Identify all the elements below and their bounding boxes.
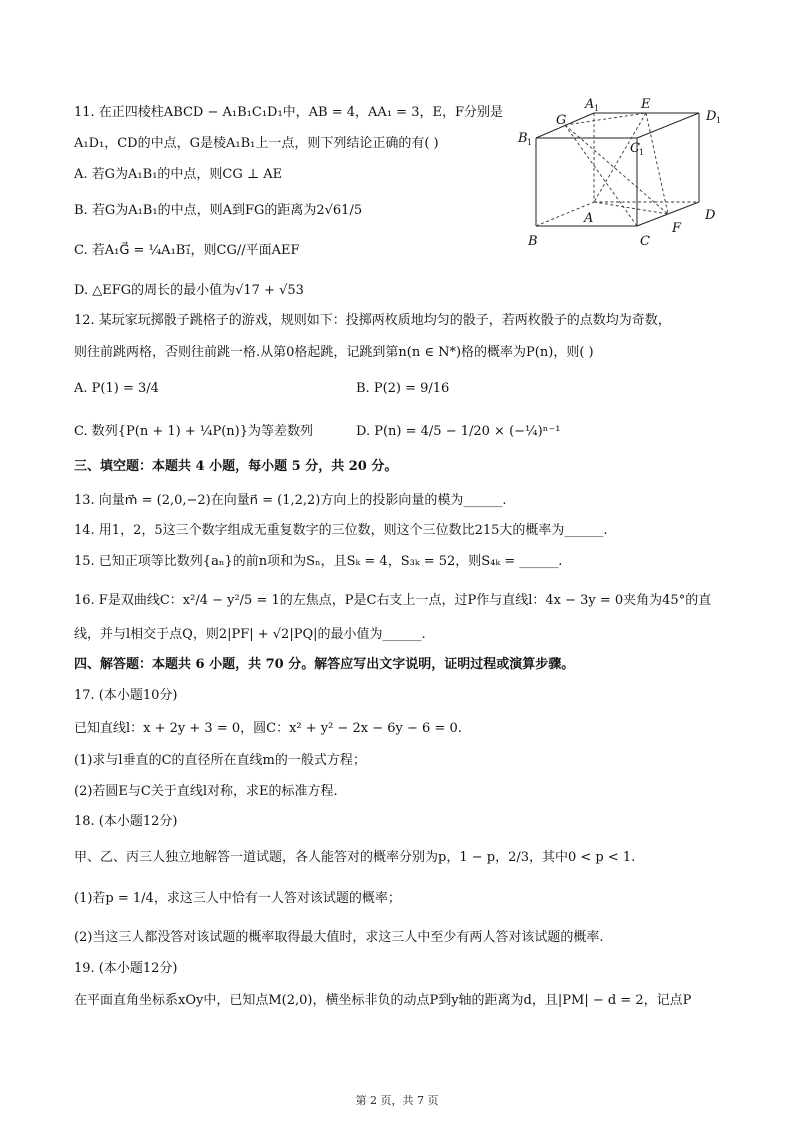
q16-line1: 16. F是双曲线C：x²/4 − y²/5 = 1的左焦点，P是C右支上一点，过P作与直线l：4x − 3y = 0夹角为45°的直: [74, 593, 712, 608]
label-a: A: [584, 211, 594, 226]
q11-option-b: B. 若G为A₁B₁的中点，则A到FG的距离为2√61/5: [74, 203, 363, 218]
q14: 14. 用1，2，5这三个数字组成无重复数字的三位数，则这个三位数比215大的概率为______.: [74, 523, 608, 538]
q17-line1: 已知直线l：x + 2y + 3 = 0，圆C：x² + y² − 2x − 6y − 6 = 0.: [74, 721, 462, 736]
q15: 15. 已知正项等比数列{aₙ}的前n项和为Sₙ，且Sₖ = 4，S₃ₖ = 52，则S₄ₖ = ______.: [74, 554, 563, 569]
q11-option-c: C. 若A₁G⃗ = ¼A₁B₁⃗，则CG//平面AEF: [74, 243, 300, 258]
label-c1-sub: 1: [639, 148, 645, 157]
q12-option-b: B. P(2) = 9/16: [356, 381, 450, 396]
q11-option-d: D. △EFG的周长的最小值为√17 + √53: [74, 283, 304, 298]
q11-stem-line2: A₁D₁，CD的中点，G是棱A₁B₁上一点，则下列结论正确的有( ): [74, 136, 439, 151]
label-a1: A: [585, 97, 595, 112]
q11-stem-line1: 11. 在正四棱柱ABCD − A₁B₁C₁D₁中，AB = 4，AA₁ = 3，E，F分别是: [74, 105, 503, 120]
q17-header: 17. (本小题10分): [74, 688, 178, 703]
q12-stem-line1: 12. 某玩家玩掷骰子跳格子的游戏，规则如下：投掷两枚质地均匀的骰子，若两枚骰子的点数均为奇数，: [74, 313, 671, 328]
prism-dashed-edges: [536, 113, 699, 226]
q16-line2: 线，并与l相交于点Q，则2|PF| + √2|PQ|的最小值为______.: [74, 627, 426, 642]
label-e: E: [641, 97, 651, 112]
q12-option-a: A. P(1) = 3/4: [74, 381, 159, 396]
label-a1-sub: 1: [594, 104, 600, 113]
q18-line3: (2)当这三人都没答对该试题的概率取得最大值时，求这三人中至少有两人答对该试题的概率.: [74, 930, 604, 945]
label-b1: B: [518, 131, 528, 146]
q17-line2: (1)求与l垂直的C的直径所在直线m的一般式方程；: [74, 753, 366, 768]
label-d: D: [705, 208, 716, 223]
page-footer: 第 2 页，共 7 页: [355, 1094, 439, 1107]
q12-stem-line2: 则往前跳两格，否则往前跳一格.从第0格起跳，记跳到第n(n ∈ N*)格的概率为P(n)，则( ): [74, 345, 594, 360]
label-d1-sub: 1: [716, 116, 722, 125]
q12-option-d: D. P(n) = 4/5 − 1/20 × (−¼)ⁿ⁻¹: [356, 424, 561, 439]
label-b1-sub: 1: [527, 138, 533, 147]
q18-header: 18. (本小题12分): [74, 814, 178, 829]
q12-option-c: C. 数列{P(n + 1) + ¼P(n)}为等差数列: [74, 424, 314, 439]
prism-solid-edges: [536, 113, 699, 226]
q19-line1: 在平面直角坐标系xOy中，已知点M(2,0)，横坐标非负的动点P到y轴的距离为d，且|PM| − d = 2，记点P: [74, 993, 692, 1008]
q17-line3: (2)若圆E与C关于直线l对称，求E的标准方程.: [74, 784, 338, 799]
q11-option-a: A. 若G为A₁B₁的中点，则CG ⊥ AE: [74, 167, 283, 182]
prism-figure: [512, 94, 732, 254]
section3-heading: 三、填空题：本题共 4 小题，每小题 5 分，共 20 分。: [74, 459, 398, 474]
label-c: C: [640, 234, 650, 249]
label-g: G: [556, 113, 567, 128]
label-d1: D: [706, 109, 717, 124]
q19-header: 19. (本小题12分): [74, 961, 178, 976]
q18-line2: (1)若p = 1/4，求这三人中恰有一人答对该试题的概率；: [74, 891, 401, 906]
q18-line1: 甲、乙、丙三人独立地解答一道试题，各人能答对的概率分别为p，1 − p，2/3，其中0 < p < 1.: [74, 850, 636, 865]
label-b: B: [528, 234, 538, 249]
section4-heading: 四、解答题：本题共 6 小题，共 70 分。解答应写出文字说明，证明过程或演算步骤。: [74, 657, 575, 672]
q13: 13. 向量m⃗ = (2,0,−2)在向量n⃗ = (1,2,2)方向上的投影向量的模为______.: [74, 493, 507, 508]
label-c1: C: [630, 141, 640, 156]
label-f: F: [672, 221, 682, 236]
